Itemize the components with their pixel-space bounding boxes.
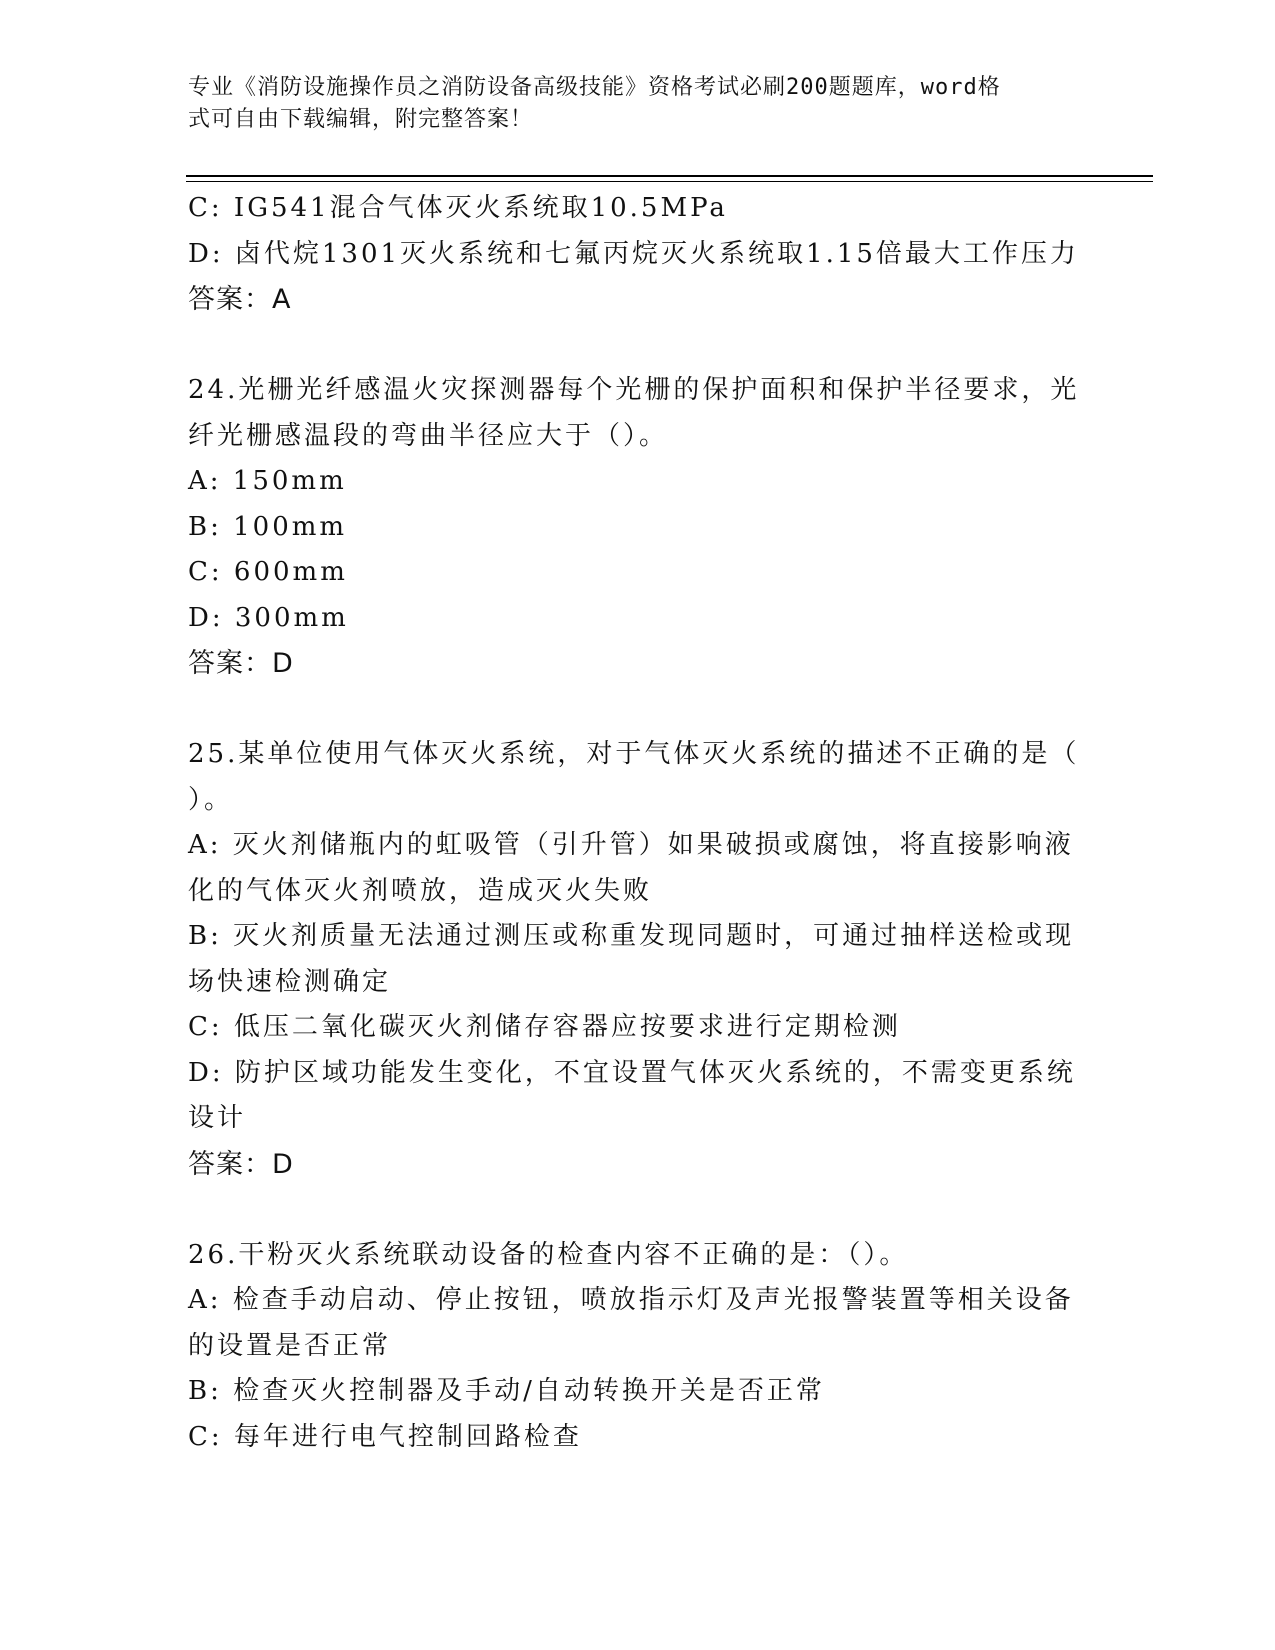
spacer bbox=[188, 1187, 1068, 1233]
question-stem: 25.某单位使用气体灭火系统，对于气体灭火系统的描述不正确的是（ bbox=[188, 739, 1080, 769]
question-block-prev bbox=[188, 186, 1079, 323]
question-stem-continued: ）。 bbox=[188, 784, 234, 815]
spacer bbox=[188, 687, 1068, 733]
option-b: B: 100mm bbox=[188, 511, 348, 542]
question-stem: 26.干粉灭火系统联动设备的检查内容不正确的是：（）。 bbox=[188, 1239, 909, 1270]
document-header bbox=[188, 72, 1068, 136]
question-content bbox=[188, 186, 1080, 1460]
question-stem: 24.光栅光纤感温火灾探测器每个光栅的保护面积和保护半径要求，光 bbox=[188, 375, 1080, 405]
option-a: A: 检查手动启动、停止按钮，喷放指示灯及声光报警装置等相关设备 bbox=[188, 1285, 1074, 1315]
option-a-continued: 化的气体灭火剂喷放，造成灭火失败 bbox=[188, 875, 653, 906]
option-d: D: 卤代烷1301灭火系统和七氟丙烷灭火系统取1.15倍最大工作压力 bbox=[188, 238, 1079, 269]
option-c: C: 600mm bbox=[188, 557, 348, 587]
option-c: C: 低压二氧化碳灭火剂储存容器应按要求进行定期检测 bbox=[188, 1012, 901, 1042]
header-line-2: 式可自由下载编辑，附完整答案！ bbox=[188, 107, 534, 132]
answer-line: 答案：A bbox=[188, 284, 292, 315]
question-block-26 bbox=[188, 1233, 1074, 1461]
spacer bbox=[188, 323, 1068, 369]
header-line-1: 专业《消防设施操作员之消防设备高级技能》资格考试必刷200题题库，word格 bbox=[188, 75, 1001, 100]
option-c: C: IG541混合气体灭火系统取10.5MPa bbox=[188, 193, 728, 223]
option-d-continued: 设计 bbox=[188, 1103, 247, 1133]
option-d: D: 防护区域功能发生变化，不宜设置气体灭火系统的，不需变更系统 bbox=[188, 1057, 1076, 1088]
option-b: B: 灭火剂质量无法通过测压或称重发现同题时，可通过抽样送检或现 bbox=[188, 921, 1075, 951]
header-divider-thin bbox=[186, 181, 1153, 182]
option-d: D: 300mm bbox=[188, 602, 349, 633]
option-b: B: 检查灭火控制器及手动/自动转换开关是否正常 bbox=[188, 1376, 825, 1406]
option-b-continued: 场快速检测确定 bbox=[188, 966, 392, 997]
question-stem-continued: 纤光栅感温段的弯曲半径应大于（）。 bbox=[188, 420, 669, 451]
header-divider-thick bbox=[186, 175, 1153, 177]
option-a: A: 150mm bbox=[188, 466, 347, 496]
answer-line: 答案：D bbox=[188, 1148, 294, 1180]
question-block-24 bbox=[188, 368, 1080, 687]
option-a: A: 灭火剂储瓶内的虹吸管（引升管）如果破损或腐蚀，将直接影响液 bbox=[188, 830, 1074, 860]
answer-line: 答案：D bbox=[188, 648, 294, 679]
question-block-25 bbox=[188, 732, 1080, 1187]
option-c: C: 每年进行电气控制回路检查 bbox=[188, 1421, 582, 1452]
option-a-continued: 的设置是否正常 bbox=[188, 1330, 392, 1361]
